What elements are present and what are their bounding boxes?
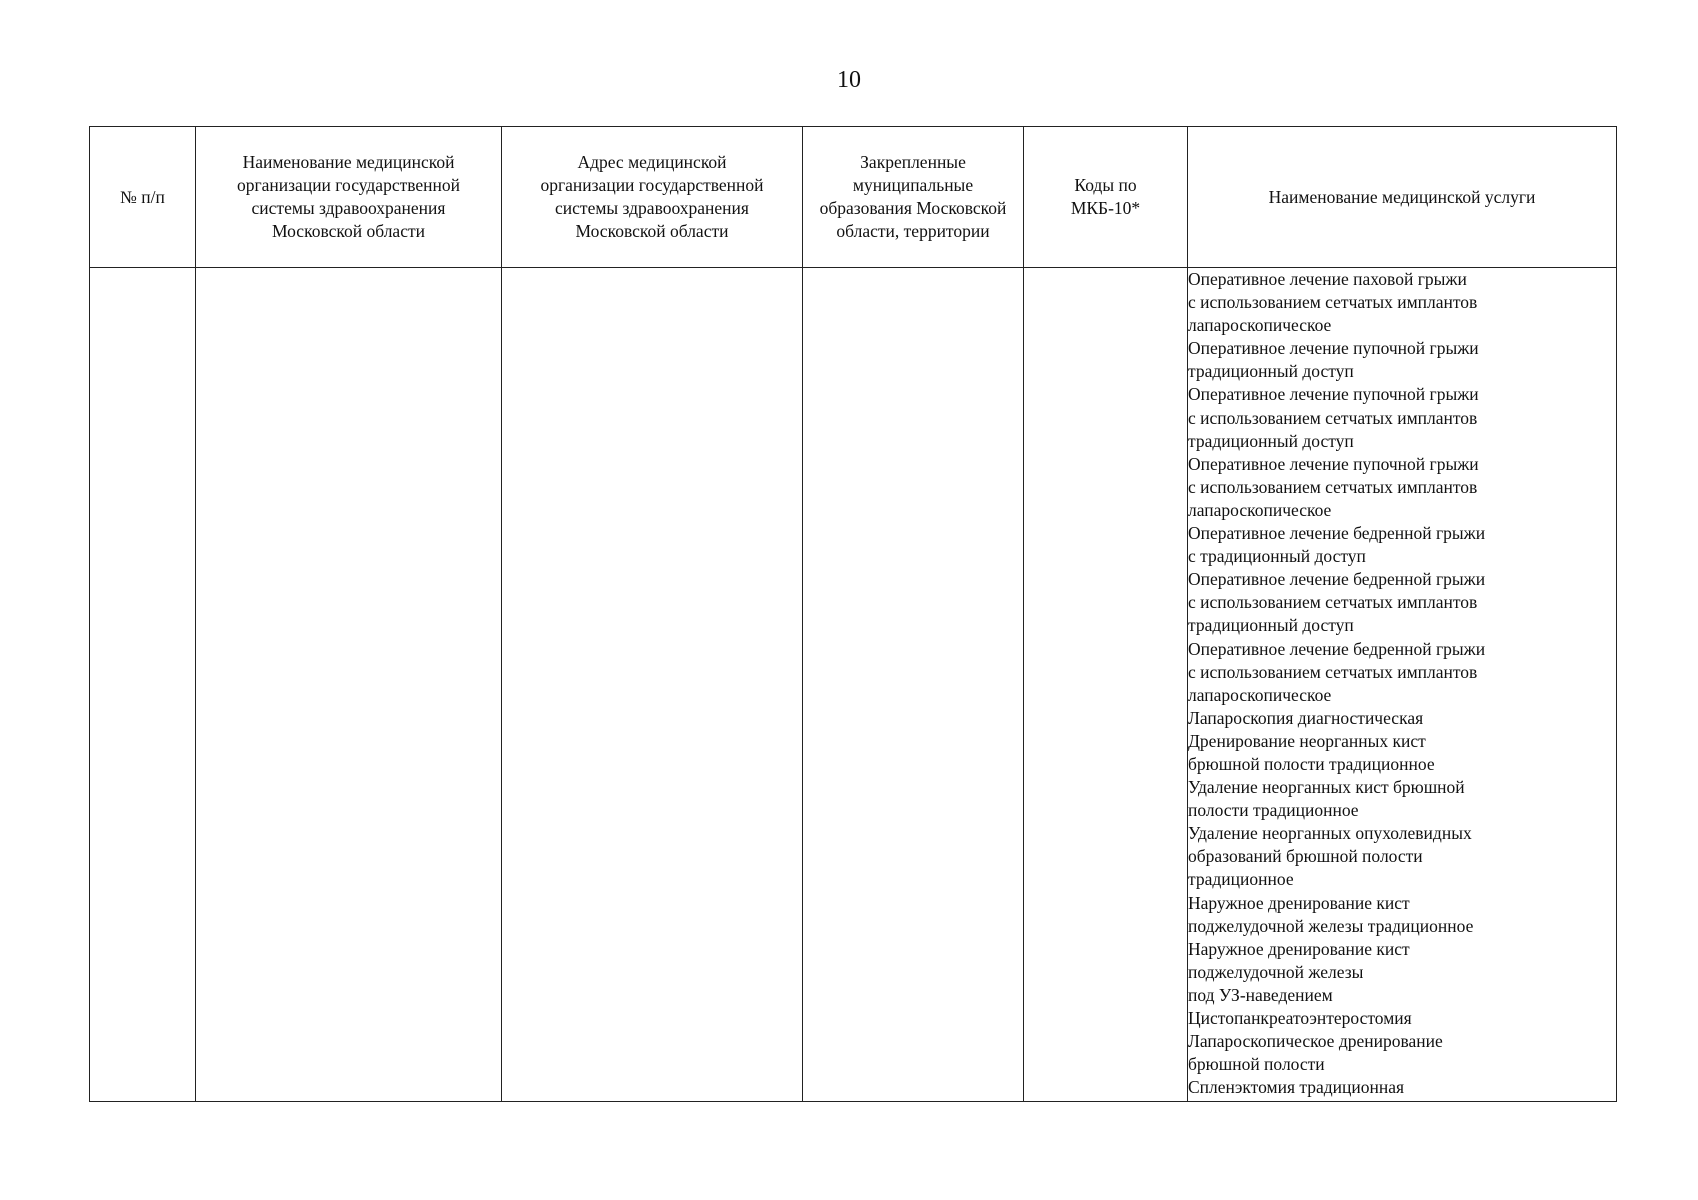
service-line: с использованием сетчатых имплантов [1188, 661, 1478, 682]
cell-service-names [1188, 268, 1617, 1102]
medical-services-table [89, 126, 1617, 1102]
service-line: с использованием сетчатых имплантов [1188, 592, 1478, 613]
service-line: Оперативное лечение бедренной грыжи [1188, 638, 1486, 659]
service-line: Удаление неорганных опухолевидных [1188, 823, 1472, 844]
header-territories: Закрепленные муниципальные образования Московской области, территории [803, 127, 1024, 268]
cell-number [90, 268, 196, 1102]
service-line: с традиционный доступ [1188, 546, 1366, 567]
service-line: Дренирование неорганных кист [1188, 730, 1426, 751]
service-line: Лапароскопия диагностическая [1188, 707, 1424, 728]
service-line: с использованием сетчатых имплантов [1188, 476, 1478, 497]
service-line: лапароскопическое [1188, 315, 1332, 336]
service-line: традиционный доступ [1188, 430, 1354, 451]
cell-territories [803, 268, 1024, 1102]
service-line: Удаление неорганных кист брюшной [1188, 777, 1465, 798]
service-line: с использованием сетчатых имплантов [1188, 292, 1478, 313]
service-line: Оперативное лечение пупочной грыжи [1188, 384, 1479, 405]
service-line: лапароскопическое [1188, 499, 1332, 520]
service-line: Оперативное лечение бедренной грыжи [1188, 569, 1486, 590]
service-line: Оперативное лечение пупочной грыжи [1188, 453, 1479, 474]
service-line: поджелудочной железы традиционное [1188, 915, 1474, 936]
service-line: с использованием сетчатых имплантов [1188, 407, 1478, 428]
table-header-row [90, 127, 1617, 268]
service-line: Оперативное лечение паховой грыжи [1188, 269, 1467, 289]
service-line: полости традиционное [1188, 800, 1359, 821]
header-service-name: Наименование медицинской услуги [1188, 127, 1617, 268]
service-line: традиционный доступ [1188, 361, 1354, 382]
service-line: традиционное [1188, 869, 1294, 890]
cell-icd-codes [1024, 268, 1188, 1102]
service-line: Спленэктомия традиционная [1188, 1077, 1405, 1098]
service-line: образований брюшной полости [1188, 846, 1423, 867]
page-number: 10 [837, 67, 861, 93]
service-line: Наружное дренирование кист [1188, 892, 1410, 913]
service-line: Оперативное лечение бедренной грыжи [1188, 523, 1486, 544]
service-line: Лапароскопическое дренирование [1188, 1031, 1443, 1052]
service-line: поджелудочной железы [1188, 961, 1364, 982]
service-list [1188, 268, 1616, 1099]
cell-organization-address [502, 268, 803, 1102]
service-line: брюшной полости традиционное [1188, 753, 1435, 774]
header-organization-name: Наименование медицинской организации государственной системы здравоохранения Московской области [196, 127, 502, 268]
service-line: брюшной полости [1188, 1054, 1325, 1075]
header-organization-address: Адрес медицинской организации государственной системы здравоохранения Московской области [502, 127, 803, 268]
service-line: Оперативное лечение пупочной грыжи [1188, 338, 1479, 359]
service-line: Цистопанкреатоэнтеростомия [1188, 1008, 1412, 1028]
service-line: Наружное дренирование кист [1188, 938, 1410, 959]
header-number: № п/п [90, 127, 196, 268]
service-line: под УЗ-наведением [1188, 984, 1333, 1005]
header-icd-codes: Коды по МКБ-10* [1024, 127, 1188, 268]
service-line: лапароскопическое [1188, 684, 1332, 705]
service-line: традиционный доступ [1188, 615, 1354, 636]
table-row [90, 268, 1617, 1102]
cell-organization-name [196, 268, 502, 1102]
